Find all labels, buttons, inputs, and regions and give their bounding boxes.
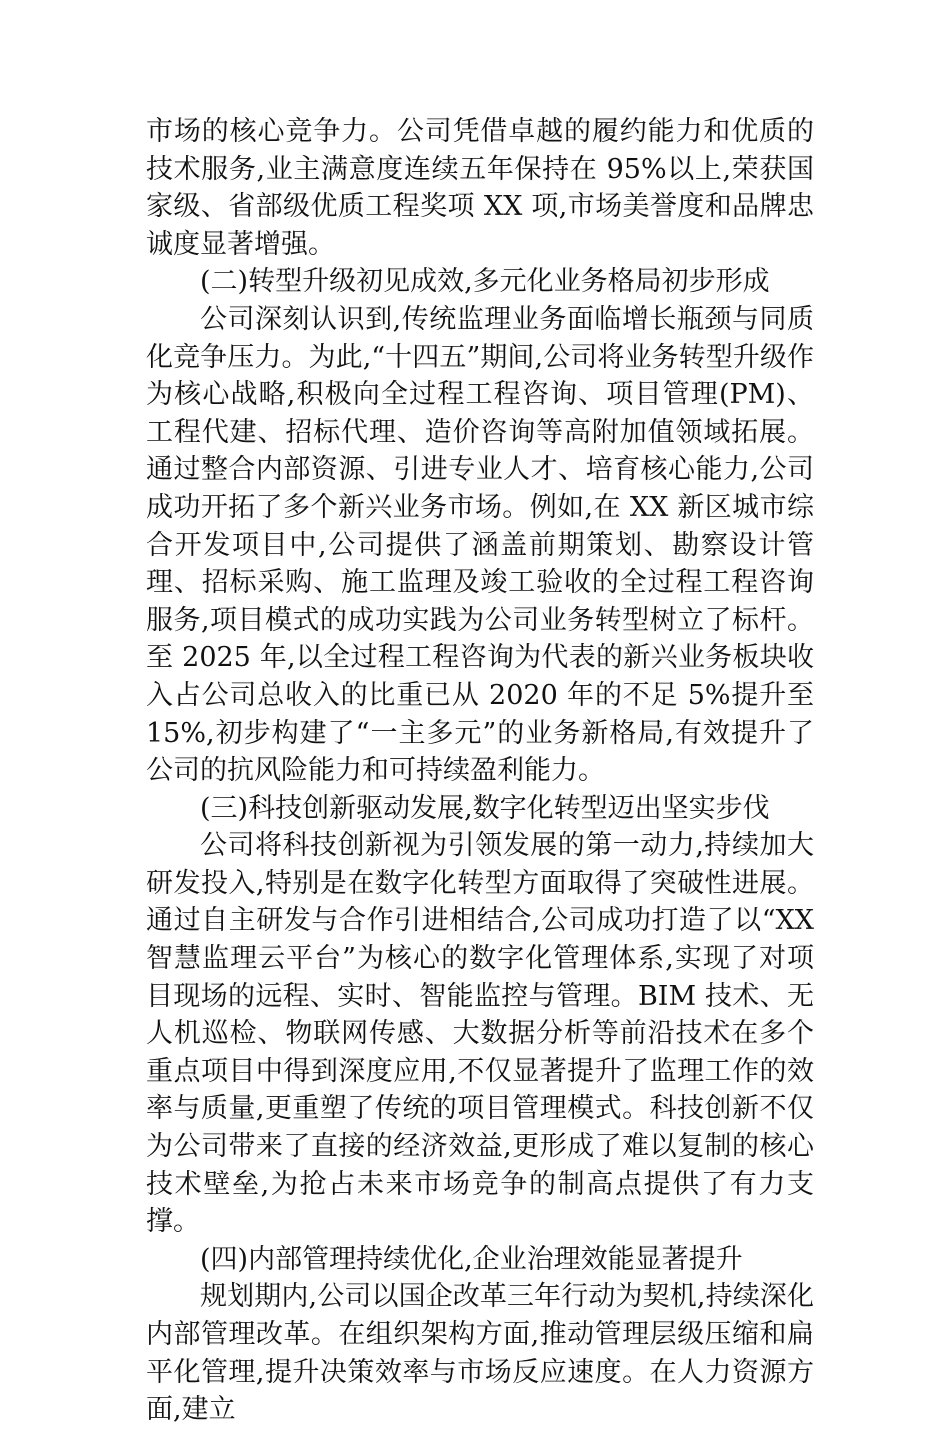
section-heading-4: (四)内部管理持续优化,企业治理效能显著提升 (200, 1243, 743, 1275)
paragraph-continuation: 市场的核心竞争力。公司凭借卓越的履约能力和优质的技术服务,业主满意度连续五年保持在 95%以上,荣获国家级、省部级优质工程奖项 XX 项,市场美誉度和品牌忠诚度显著增强。 (146, 116, 814, 260)
section-heading-2: (二)转型升级初见成效,多元化业务格局初步形成 (200, 266, 770, 298)
paragraph-innovation: 公司将科技创新视为引领发展的第一动力,持续加大研发投入,特别是在数字化转型方面取得了突破性进展。通过自主研发与合作引进相结合,公司成功打造了以“XX 智慧监理云平台”为核心的数字化管理体系,实现了对项目现场的远程、实时、智能监控与管理。BIM 技术、无人机巡检、物联网传感、大数据分析等前沿技术在多个重点项目中得到深度应用,不仅显著提升了监理工作的效率与质量,更重塑了传统的项目管理模式。科技创新不仅为公司带来了直接的经济效益,更形成了难以复制的核心技术壁垒,为抢占未来市场竞争的制高点提供了有力支撑。 (146, 830, 814, 1238)
paragraph-management: 规划期内,公司以国企改革三年行动为契机,持续深化内部管理改革。在组织架构方面,推动管理层级压缩和扁平化管理,提升决策效率与市场反应速度。在人力资源方面,建立 (146, 1281, 814, 1426)
document-body (146, 113, 814, 1429)
section-heading-3: (三)科技创新驱动发展,数字化转型迈出坚实步伐 (200, 792, 770, 824)
paragraph-transformation: 公司深刻认识到,传统监理业务面临增长瓶颈与同质化竞争压力。为此,“十四五”期间,公司将业务转型升级作为核心战略,积极向全过程工程咨询、项目管理(PM)、工程代建、招标代理、造价咨询等高附加值领域拓展。通过整合内部资源、引进专业人才、培育核心能力,公司成功开拓了多个新兴业务市场。例如,在 XX 新区城市综合开发项目中,公司提供了涵盖前期策划、勘察设计管理、招标采购、施工监理及竣工验收的全过程工程咨询服务,项目模式的成功实践为公司业务转型树立了标杆。至 2025 年,以全过程工程咨询为代表的新兴业务板块收入占公司总收入的比重已从 2020 年的不足 5%提升至 15%,初步构建了“一主多元”的业务新格局,有效提升了公司的抗风险能力和可持续盈利能力。 (146, 303, 814, 787)
